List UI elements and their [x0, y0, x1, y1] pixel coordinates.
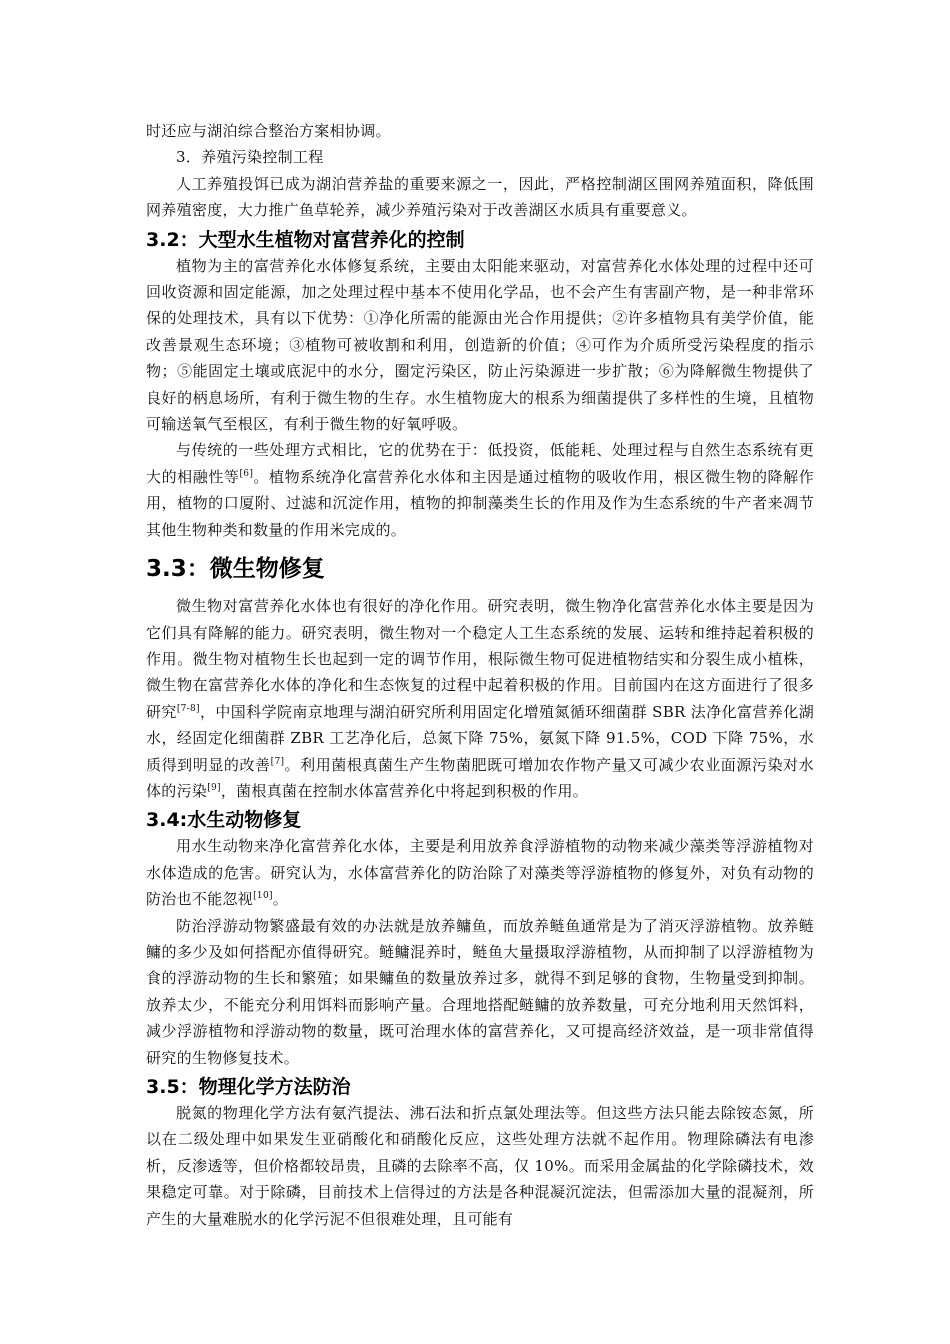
text-run: 与传统的一些处理方式相比，它的优势在于：低投资，低能耗、处理过程与自然生态系统有更大的相融性等 [146, 441, 814, 486]
section-heading-3-2: 3.2：大型水生植物对富营养化的控制 [146, 228, 465, 251]
citation: [9] [207, 782, 221, 793]
paragraph: 植物为主的富营养化水体修复系统，主要由太阳能来驱动，对富营养化水体处理的过程中还可回收资源和固定能源，加之处理过程中基本不使用化学品，也不会产生有害副产物，是一种非常环保的处理技术，具有以下优势：①净化所需的能源由光合作用提供；②许多植物具有美学价值，能改善景观生态环境；③植物可被收割和利用，创造新的价值；④可作为介质所受污染程度的指示物；⑤能固定土壤或底泥中的水分，圈定污染区，防止污染源进一步扩散；⑥为降解微生物提供了良好的柄息场所，有利于微生物的生存。水生植物庞大的根系为细菌提供了多样性的生境，且植物可输送氧气至根区，有利于微生物的好氧呼吸。 [146, 256, 814, 434]
paragraph [146, 833, 814, 912]
section-heading-3-5: 3.5：物理化学方法防治 [146, 1076, 351, 1098]
subsection-label: 3．养殖污染控制工程 [176, 148, 324, 167]
text-run: 微生物对富营养化水体也有很好的净化作用。研究表明，微生物净化富营养化水体主要是因为它们具有降解的能力。研究表明，微生物对一个稳定人工生态系统的发展、运转和维持起着积极的作用。微生物对植物生长也起到一定的调节作用，根际微生物可促进植物结实和分裂生成小植株，微生物在富营养化水体的净化和生态恢复的过程中起着积极的作用。目前国内在这方面进行了很多研究 [146, 597, 814, 721]
paragraph: 脱氮的物理化学方法有氨汽提法、沸石法和折点氯处理法等。但这些方法只能去除铵态氮，所以在二级处理中如果发生亚硝酸化和硝酸化反应，这些处理方法就不起作用。物理除磷法有电渗析，反渗透等，但价格都较昂贵，且磷的去除率不高，仅 10%。而采用金属盐的化学除磷技术，效果稳定可靠。对于除磷，目前技术上信得过的方法是各种混凝沉淀法，但需添加大量的混凝剂，所产生的大量难脱水的化学污泥不但很难处理，且可能有 [146, 1104, 814, 1228]
citation: [10] [253, 891, 273, 902]
citation: [6] [239, 468, 254, 479]
paragraph: 防治浮游动物繁盛最有效的办法就是放养鳙鱼，而放养鲢鱼通常是为了消灭浮游植物。放养鲢鳙的多少及如何搭配亦值得研究。鲢鳙混养时，鲢鱼大量摄取浮游植物，从而抑制了以浮游植物为食的浮游动物的生长和繁殖；如果鳙鱼的数量放养过多，就得不到足够的食物，生物量受到抑制。放养太少，不能充分利用饵料而影响产量。合理地搭配鲢鳙的放养数量，可充分地利用天然饵料，减少浮游植物和浮游动物的数量，既可治理水体的富营养化，又可提高经济效益，是一项非常值得研究的生物修复技术。 [146, 916, 814, 1067]
citation: [7-8] [176, 703, 200, 714]
paragraph [146, 593, 814, 804]
section-heading-3-3: 3.3：微生物修复 [146, 556, 325, 583]
paragraph: 人工养殖投饵已成为湖泊营养盐的重要来源之一，因此，严格控制湖区围网养殖面积，降低围网养殖密度，大力推广鱼草轮养，减少养殖污染对于改善湖区水质具有重要意义。 [146, 174, 814, 220]
text-run: ，菌根真菌在控制水体富营养化中将起到积极的作用。 [220, 781, 589, 800]
citation: [7] [270, 756, 285, 767]
text-run: 。 [272, 890, 289, 909]
text-run: ，中国科学院南京地理与湖泊研究所利用固定化增殖氮循环细菌群 SBR 法净化富营养化湖水，经固定化细菌群 ZBR 工艺净化后，总氮下降 75%，氨氮下降 91.5%，COD 下降 75%，水质得到明显的改善 [146, 702, 814, 774]
section-heading-3-4: 3.4:水生动物修复 [146, 809, 302, 832]
text-run: 。利用菌根真菌生产生物菌肥既可增加农作物产量又可减少农业面源污染对水体的污染 [146, 755, 814, 800]
document-body [146, 118, 814, 1232]
paragraph [146, 437, 814, 543]
text-run: 用水生动物来净化富营养化水体，主要是利用放养食浮游植物的动物来减少藻类等浮游植物对水体造成的危害。研究认为，水体富营养化的防治除了对藻类等浮游植物的修复外，对负有动物的防治也不能忽视 [146, 837, 814, 909]
paragraph: 时还应与湖泊综合整治方案相协调。 [146, 122, 391, 140]
text-run: 。植物系统净化富营养化水体和主因是通过植物的吸收作用，根区微生物的降解作用，植物的口厦附、过滤和沉淀作用，植物的抑制藻类生长的作用及作为生态系统的牛产者来凋节其他生物种类和数量的作用米完成的。 [146, 467, 814, 539]
